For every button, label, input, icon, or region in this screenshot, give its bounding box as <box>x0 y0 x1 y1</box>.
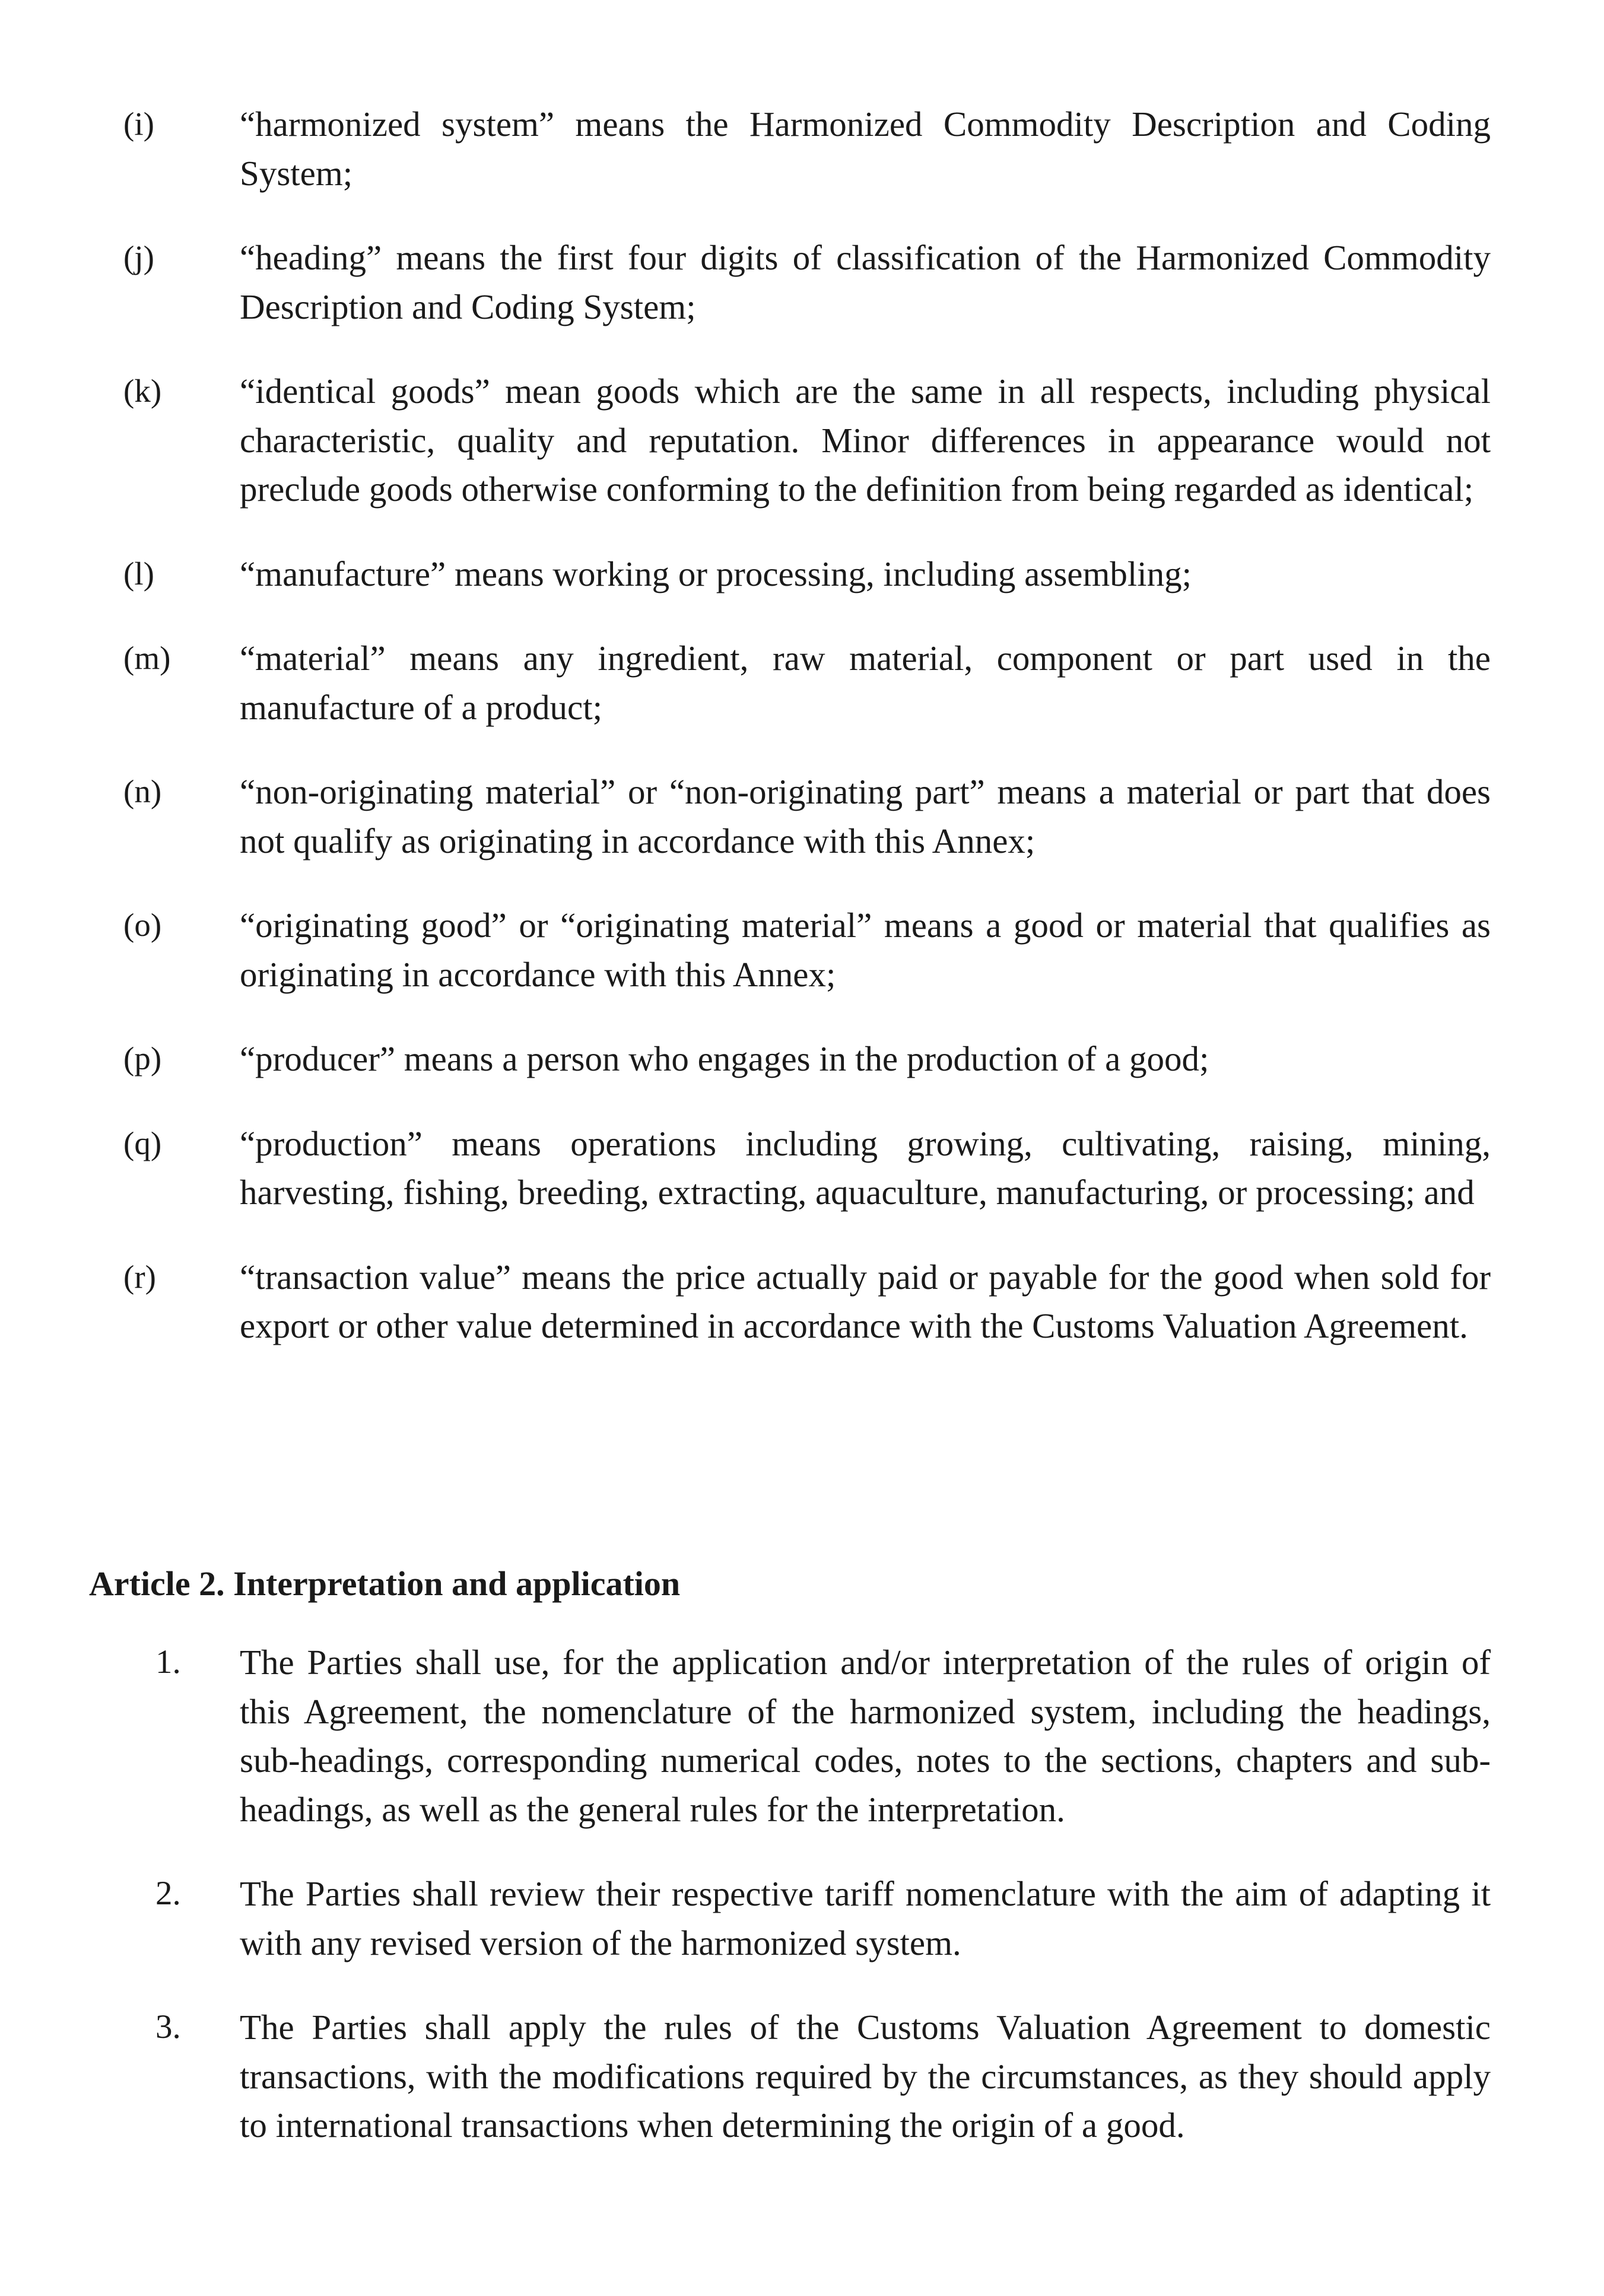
article-paragraph-1 <box>0 1638 1604 1834</box>
definition-text: “heading” means the first four digits of classification of the Harmonized Commodity Description and Coding System; <box>240 238 1491 326</box>
definition-text: “transaction value” means the price actually paid or payable for the good when sold for export or other value determined in accordance with the Customs Valuation Agreement. <box>240 1257 1491 1345</box>
paragraph-number: 3. <box>155 2008 181 2046</box>
definition-label: (k) <box>123 373 162 409</box>
definition-label: (n) <box>123 773 162 809</box>
definitions-list <box>0 100 1604 1386</box>
definition-text: “manufacture” means working or processing, including assembling; <box>240 554 1192 593</box>
definition-item-q <box>0 1119 1604 1217</box>
definition-label: (o) <box>123 907 162 943</box>
definition-label: (i) <box>123 106 154 142</box>
paragraph-number: 1. <box>155 1643 181 1681</box>
definition-label: (p) <box>123 1040 162 1076</box>
definition-item-r <box>0 1253 1604 1351</box>
definition-text: “producer” means a person who engages in the production of a good; <box>240 1039 1209 1078</box>
definition-item-p <box>0 1034 1604 1084</box>
paragraph-text: The Parties shall apply the rules of the Customs Valuation Agreement to domestic transactions, with the modifications required by the circumstances, as they should apply to international transactions when determining the origin of a good. <box>240 2008 1491 2145</box>
definition-text: “production” means operations including growing, cultivating, raising, mining, harvesting, fishing, breeding, extracting, aquaculture, manufacturing, or processing; and <box>240 1123 1491 1212</box>
article-heading: Article 2. Interpretation and application <box>89 1564 681 1603</box>
definition-text: “identical goods” mean goods which are the same in all respects, including physical characteristic, quality and reputation. Minor differences in appearance would not preclude goods otherwise conforming to the definition from being regarded as identical; <box>240 371 1491 509</box>
definition-item-j <box>0 233 1604 331</box>
article-paragraphs <box>0 1638 1604 2186</box>
definition-label: (l) <box>123 555 154 592</box>
definition-text: “material” means any ingredient, raw material, component or part used in the manufacture of a product; <box>240 639 1491 727</box>
article-paragraph-3 <box>0 2003 1604 2150</box>
article-paragraph-2 <box>0 1869 1604 1967</box>
definition-label: (r) <box>123 1258 156 1295</box>
definition-label: (j) <box>123 239 154 275</box>
definition-item-k <box>0 367 1604 514</box>
definition-item-i <box>0 100 1604 198</box>
definition-text: “originating good” or “originating material” means a good or material that qualifies as originating in accordance with this Annex; <box>240 906 1491 994</box>
paragraph-text: The Parties shall use, for the application and/or interpretation of the rules of origin of this Agreement, the nomenclature of the harmonized system, including the headings, sub-headings, corresponding numerical codes, notes to the sections, chapters and sub-headings, as well as the general rules for the interpretation. <box>240 1643 1491 1829</box>
definition-text: “non-originating material” or “non-originating part” means a material or part that does not qualify as originating in accordance with this Annex; <box>240 772 1491 860</box>
definition-label: (m) <box>123 640 171 676</box>
definition-text: “harmonized system” means the Harmonized Commodity Description and Coding System; <box>240 104 1491 193</box>
paragraph-text: The Parties shall review their respective tariff nomenclature with the aim of adapting it with any revised version of the harmonized system. <box>240 1874 1491 1962</box>
definition-item-n <box>0 767 1604 865</box>
definition-label: (q) <box>123 1125 162 1161</box>
definition-item-m <box>0 634 1604 732</box>
paragraph-number: 2. <box>155 1875 181 1912</box>
definition-item-o <box>0 901 1604 999</box>
definition-item-l <box>0 550 1604 599</box>
